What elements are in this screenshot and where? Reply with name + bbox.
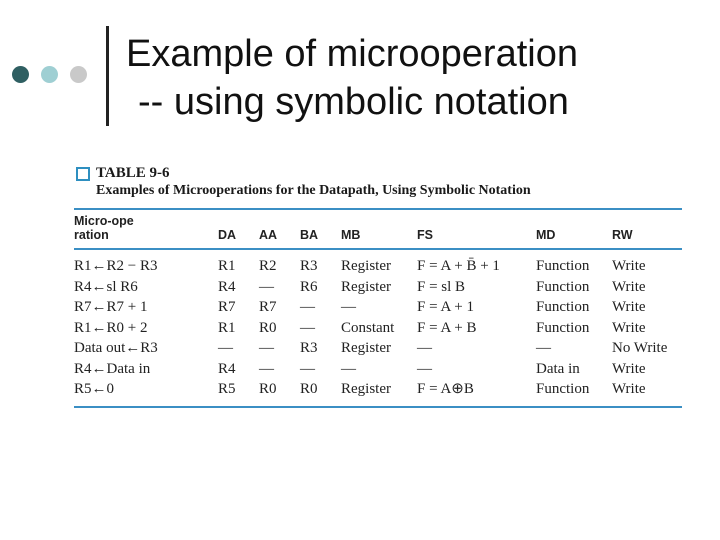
cell-micro-operation: R5←0 [74, 381, 115, 398]
cell-md: Function [536, 381, 590, 398]
dark-teal-dot-icon [12, 66, 29, 83]
cell-aa: R0 [259, 381, 277, 398]
cell-mb: Register [341, 340, 391, 357]
cell-ba: R0 [300, 381, 318, 398]
cell-aa: — [259, 360, 274, 377]
table-header-row [74, 210, 682, 249]
header-micro-operation-text: Micro-operation [74, 214, 134, 242]
cell-mb: Constant [341, 319, 395, 336]
table-row [74, 277, 682, 298]
cell-fs: F = A + B [417, 319, 477, 336]
table-row [74, 249, 682, 277]
title-line-2: -- using symbolic notation [138, 81, 569, 123]
cell-micro-operation: R1←R2 − R3 [74, 258, 158, 275]
cell-rw: Write [612, 319, 646, 336]
gray-dot-icon [70, 66, 87, 83]
cell-ba: R3 [300, 258, 318, 275]
decorative-dots [12, 66, 96, 84]
table-row [74, 318, 682, 339]
cell-micro-operation: R4←Data in [74, 360, 151, 377]
cell-fs: F = A + 1 [417, 299, 474, 316]
table-caption [74, 164, 682, 200]
cell-md: Function [536, 278, 590, 295]
cell-mb: — [341, 299, 356, 316]
table-bottom-rule [74, 406, 682, 408]
cell-da: R4 [218, 360, 236, 377]
header-aa: AA [259, 210, 300, 249]
cell-mb: Register [341, 278, 391, 295]
cell-rw: Write [612, 258, 646, 275]
light-teal-dot-icon [41, 66, 58, 83]
title-divider [106, 26, 109, 126]
cell-fs: — [417, 360, 432, 377]
cell-mb: Register [341, 258, 391, 275]
cell-ba: — [300, 299, 315, 316]
cell-rw: Write [612, 381, 646, 398]
cell-aa: R2 [259, 258, 277, 275]
caption-label: TABLE 9-6 [96, 165, 170, 181]
cell-md: Function [536, 258, 590, 275]
cell-md: Function [536, 319, 590, 336]
cell-micro-operation: Data out←R3 [74, 340, 158, 357]
cell-aa: — [259, 278, 274, 295]
header-micro-operation [74, 210, 218, 249]
cell-da: — [218, 340, 233, 357]
cell-mb: — [341, 360, 356, 377]
cell-rw: No Write [612, 340, 668, 357]
cell-ba: R3 [300, 340, 318, 357]
cell-da: R4 [218, 278, 236, 295]
microoperations-table-figure [74, 164, 682, 408]
cell-fs: F = A⊕B [417, 381, 474, 398]
header-md: MD [536, 210, 612, 249]
header-fs: FS [417, 210, 536, 249]
cell-aa: R7 [259, 299, 277, 316]
cell-rw: Write [612, 360, 646, 377]
cell-fs: F = A + B̄ + 1 [417, 258, 500, 275]
cell-micro-operation: R4←sl R6 [74, 278, 138, 295]
table-row [74, 297, 682, 318]
cell-micro-operation: R1←R0 + 2 [74, 319, 148, 336]
cell-mb: Register [341, 381, 391, 398]
cell-ba: — [300, 319, 315, 336]
header-ba: BA [300, 210, 341, 249]
table-row [74, 338, 682, 359]
cell-da: R1 [218, 258, 236, 275]
cell-aa: — [259, 340, 274, 357]
cell-rw: Write [612, 278, 646, 295]
cell-md: Data in [536, 360, 580, 377]
cell-fs: — [417, 340, 432, 357]
cell-ba: R6 [300, 278, 318, 295]
slide-title [126, 30, 716, 126]
microoperations-table [74, 210, 682, 406]
cell-md: — [536, 340, 551, 357]
cell-da: R7 [218, 299, 236, 316]
cell-md: Function [536, 299, 590, 316]
header-rw: RW [612, 210, 682, 249]
cell-da: R5 [218, 381, 236, 398]
table-row [74, 359, 682, 380]
header-da: DA [218, 210, 259, 249]
caption-square-icon [76, 167, 90, 181]
table-row [74, 379, 682, 406]
cell-aa: R0 [259, 319, 277, 336]
cell-micro-operation: R7←R7 + 1 [74, 299, 148, 316]
caption-title: Examples of Microoperations for the Datapath, Using Symbolic Notation [96, 183, 531, 198]
cell-rw: Write [612, 299, 646, 316]
cell-da: R1 [218, 319, 236, 336]
cell-ba: — [300, 360, 315, 377]
title-line-1: Example of microoperation [126, 33, 578, 75]
header-mb: MB [341, 210, 417, 249]
cell-fs: F = sl B [417, 278, 466, 295]
